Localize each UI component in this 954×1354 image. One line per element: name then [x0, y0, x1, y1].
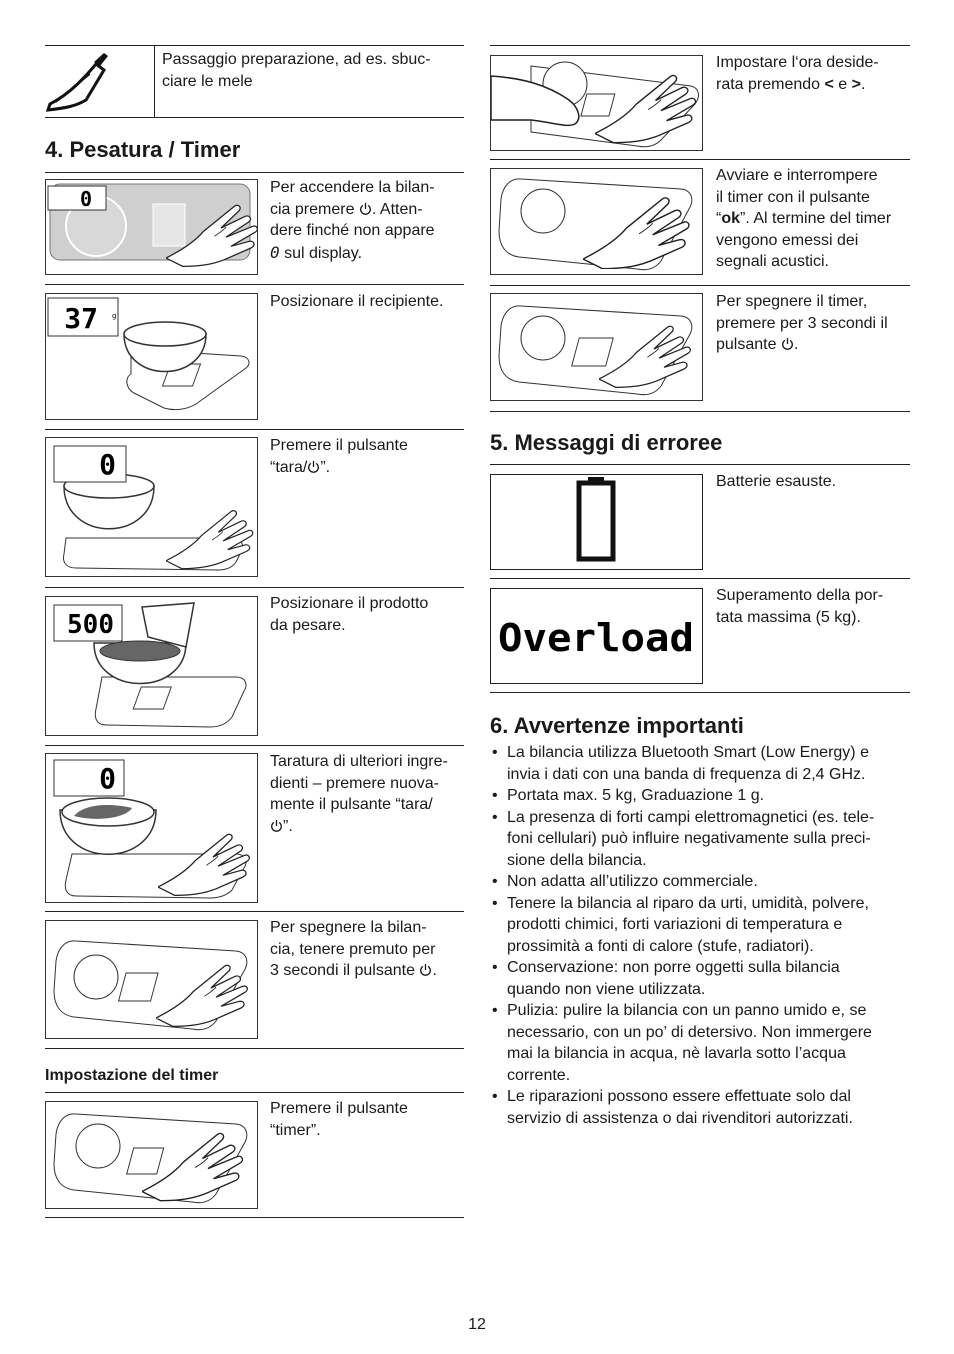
timer-step-text: Premere il pulsante “timer”.	[270, 1100, 408, 1139]
overload-readout: Overload	[498, 616, 694, 660]
warnings-list	[490, 742, 912, 1129]
page-number: 12	[468, 1316, 486, 1333]
power-icon	[419, 963, 432, 977]
section-5-title: 5. Messaggi di erroree	[490, 430, 723, 455]
error-1-text: Batterie esauste.	[716, 473, 837, 490]
list-item: • La bilancia utilizza Bluetooth Smart (Low Energy) e invia i dati con una banda di frequenza di 2,4 GHz.	[490, 742, 912, 785]
step-image-bowl	[45, 293, 258, 420]
list-item: • La presenza di forti campi elettromagnetici (es. tele- foni cellulari) può influire negativamente sulla preci- sione della bilancia.	[490, 807, 912, 872]
step-2-text: Posizionare il recipiente.	[270, 293, 444, 310]
rule	[490, 285, 910, 286]
rule	[45, 1217, 464, 1218]
intro-step-text: Passaggio preparazione, ad es. sbuc- ciare le mele	[162, 51, 431, 90]
list-item: • Pulizia: pulire la bilancia con un panno umido e, se necessario, con un po’ di detersivo. Non immergere mai la bilancia in acqua, nè lavarla sotto l’acqua corrente.	[490, 1000, 912, 1086]
step-image-set-time	[490, 55, 703, 151]
rule	[45, 284, 464, 285]
step-1-text: Per accendere la bilan- cia premere . Atten- dere finché non appare 0 sul display.	[270, 179, 435, 262]
rule	[490, 411, 910, 412]
rule	[490, 692, 910, 693]
rule	[45, 1048, 464, 1049]
rule	[45, 117, 464, 118]
section-4-title: 4. Pesatura / Timer	[45, 137, 241, 162]
step-image-product	[45, 596, 258, 736]
step-image-power-off	[45, 920, 258, 1039]
rule	[490, 464, 910, 465]
rule	[45, 429, 464, 430]
battery-display	[490, 474, 703, 570]
step-image-tare-again	[45, 753, 258, 903]
power-icon	[359, 202, 372, 216]
display-readout: 500	[67, 610, 114, 640]
display-readout: 0	[79, 187, 93, 211]
rule	[490, 159, 910, 160]
step-3-text: Premere il pulsante “tara/ ”.	[270, 437, 408, 476]
right-step-3-text: Per spegnere il timer, premere per 3 secondi il pulsante .	[716, 293, 888, 353]
step-4-text: Posizionare il prodotto da pesare.	[270, 595, 429, 634]
column-divider	[154, 45, 155, 117]
rule	[490, 578, 910, 579]
step-image-timer	[45, 1101, 258, 1209]
step-image-start-timer	[490, 168, 703, 275]
right-step-1-text: Impostare l‘ora deside- rata premendo < e >.	[716, 54, 879, 93]
power-icon	[307, 460, 320, 474]
rule	[45, 1092, 464, 1093]
error-2-text: Superamento della por- tata massima (5 kg).	[716, 587, 884, 626]
display-readout: 37	[64, 302, 98, 335]
step-image-tare	[45, 437, 258, 577]
rule	[45, 911, 464, 912]
rule	[45, 172, 464, 173]
svg-text:g: g	[112, 312, 117, 320]
knife-icon	[46, 50, 136, 112]
list-item: • Conservazione: non porre oggetti sulla bilancia quando non viene utilizzata.	[490, 957, 912, 1000]
rule	[45, 745, 464, 746]
list-item: • Tenere la bilancia al riparo da urti, umidità, polvere, prodotti chimici, forti variazioni di temperatura e prossimità a fonti di calore (stufe, radiatori).	[490, 893, 912, 958]
timer-heading: Impostazione del timer	[45, 1067, 219, 1084]
right-step-2-text: Avviare e interrompere il timer con il pulsante “ok”. Al termine del timer vengono emessi dei segnali acustici.	[716, 167, 892, 270]
display-readout: 0	[99, 762, 116, 795]
power-icon	[270, 819, 283, 833]
rule	[45, 587, 464, 588]
step-5-text: Taratura di ulteriori ingre- dienti – premere nuova- mente il pulsante “tara/ ”.	[270, 753, 448, 835]
step-image-stop-timer	[490, 293, 703, 401]
display-readout: 0	[99, 448, 116, 481]
section-6-title: 6. Avvertenze importanti	[490, 713, 744, 738]
power-icon	[781, 337, 794, 351]
step-6-text: Per spegnere la bilan- cia, tenere premuto per 3 secondi il pulsante .	[270, 919, 437, 979]
list-item: • Portata max. 5 kg, Graduazione 1 g.	[490, 785, 912, 807]
rule	[45, 45, 464, 46]
list-item: • Non adatta all’utilizzo commerciale.	[490, 871, 912, 893]
list-item: • Le riparazioni possono essere effettuate solo dal servizio di assistenza o dai rivenditori autorizzati.	[490, 1086, 912, 1129]
step-image-power-on	[45, 179, 258, 275]
overload-display	[490, 588, 703, 684]
rule	[490, 45, 910, 46]
